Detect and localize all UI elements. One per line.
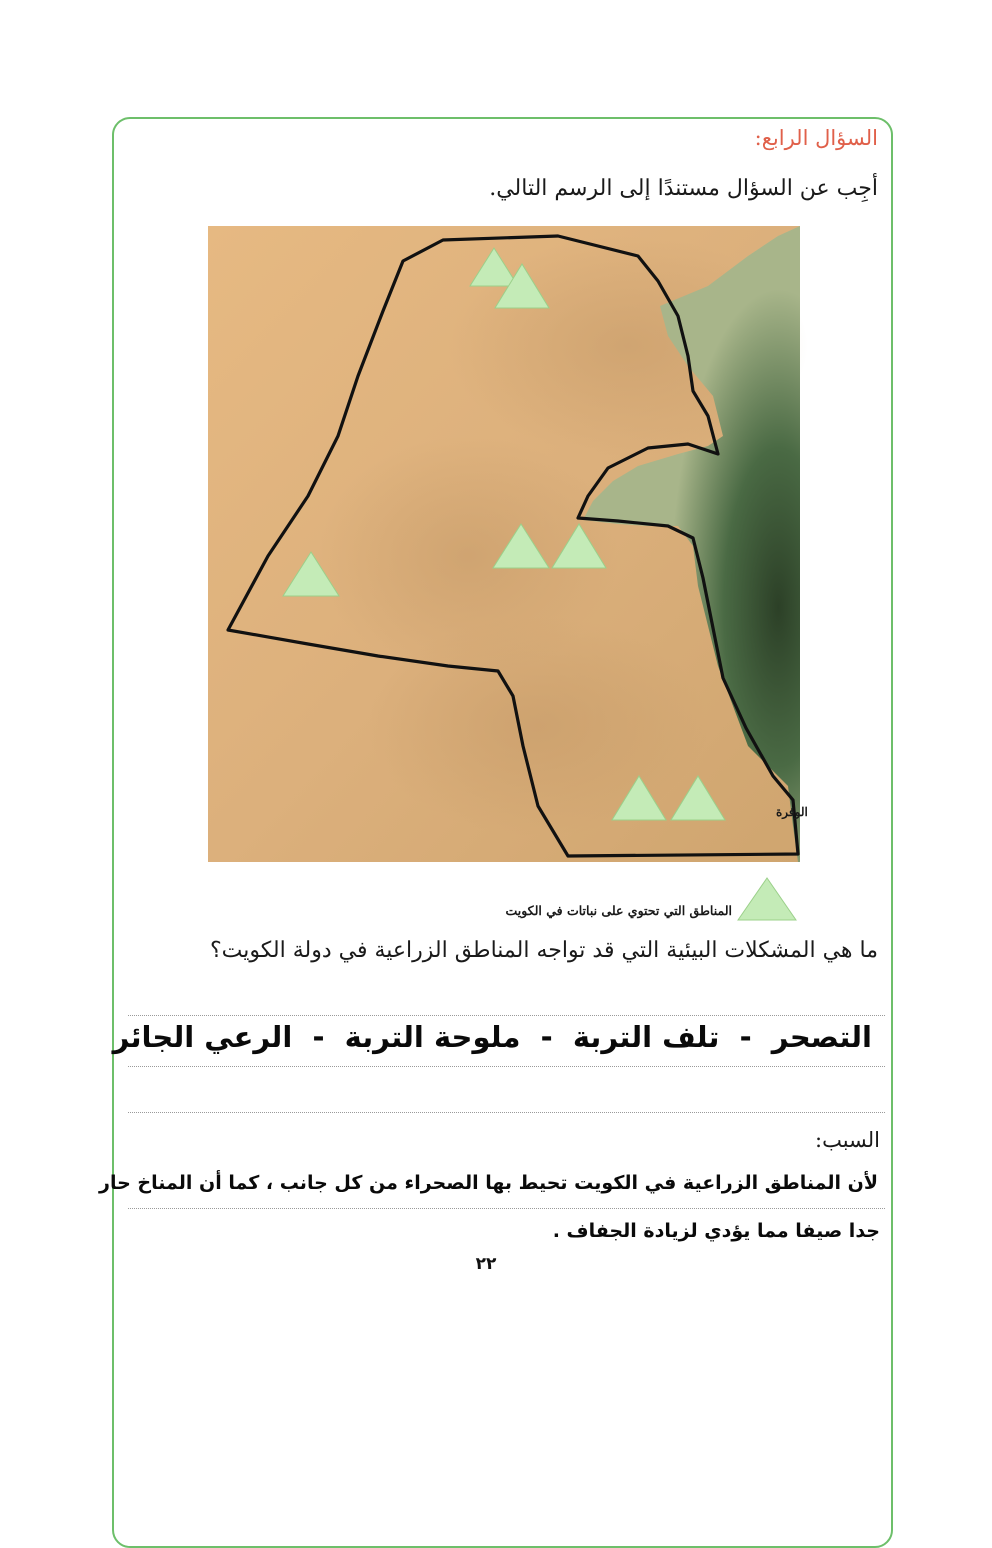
reason-line xyxy=(128,1208,885,1209)
question-text: ما هي المشكلات البيئية التي قد تواجه المناطق الزراعية في دولة الكويت؟ xyxy=(209,938,878,963)
reason-text-line-2: جدا صيفا مما يؤدي لزيادة الجفاف . xyxy=(552,1220,880,1242)
place-label-wafra: الوفرة xyxy=(776,805,808,819)
reason-label: السبب: xyxy=(815,1128,880,1152)
answer-line xyxy=(128,1066,885,1067)
question-instruction: أجِب عن السؤال مستندًا إلى الرسم التالي. xyxy=(489,176,878,201)
answer-line xyxy=(128,1112,885,1113)
answer-line xyxy=(128,1015,885,1016)
page-number: ٢٢ xyxy=(475,1254,497,1274)
reason-text-line-1: لأن المناطق الزراعية في الكويت تحيط بها الصحراء من كل جانب ، كما أن المناخ حار xyxy=(99,1172,878,1194)
kuwait-map xyxy=(208,226,808,862)
answer-text: التصحر - تلف التربة - ملوحة التربة - الرعي الجائر xyxy=(112,1020,872,1054)
question-title: السؤال الرابع: xyxy=(754,126,878,150)
triangle-vegetation-icon xyxy=(736,876,798,922)
legend xyxy=(470,876,802,924)
legend-label: المناطق التي تحتوي على نباتات في الكويت xyxy=(505,903,732,918)
